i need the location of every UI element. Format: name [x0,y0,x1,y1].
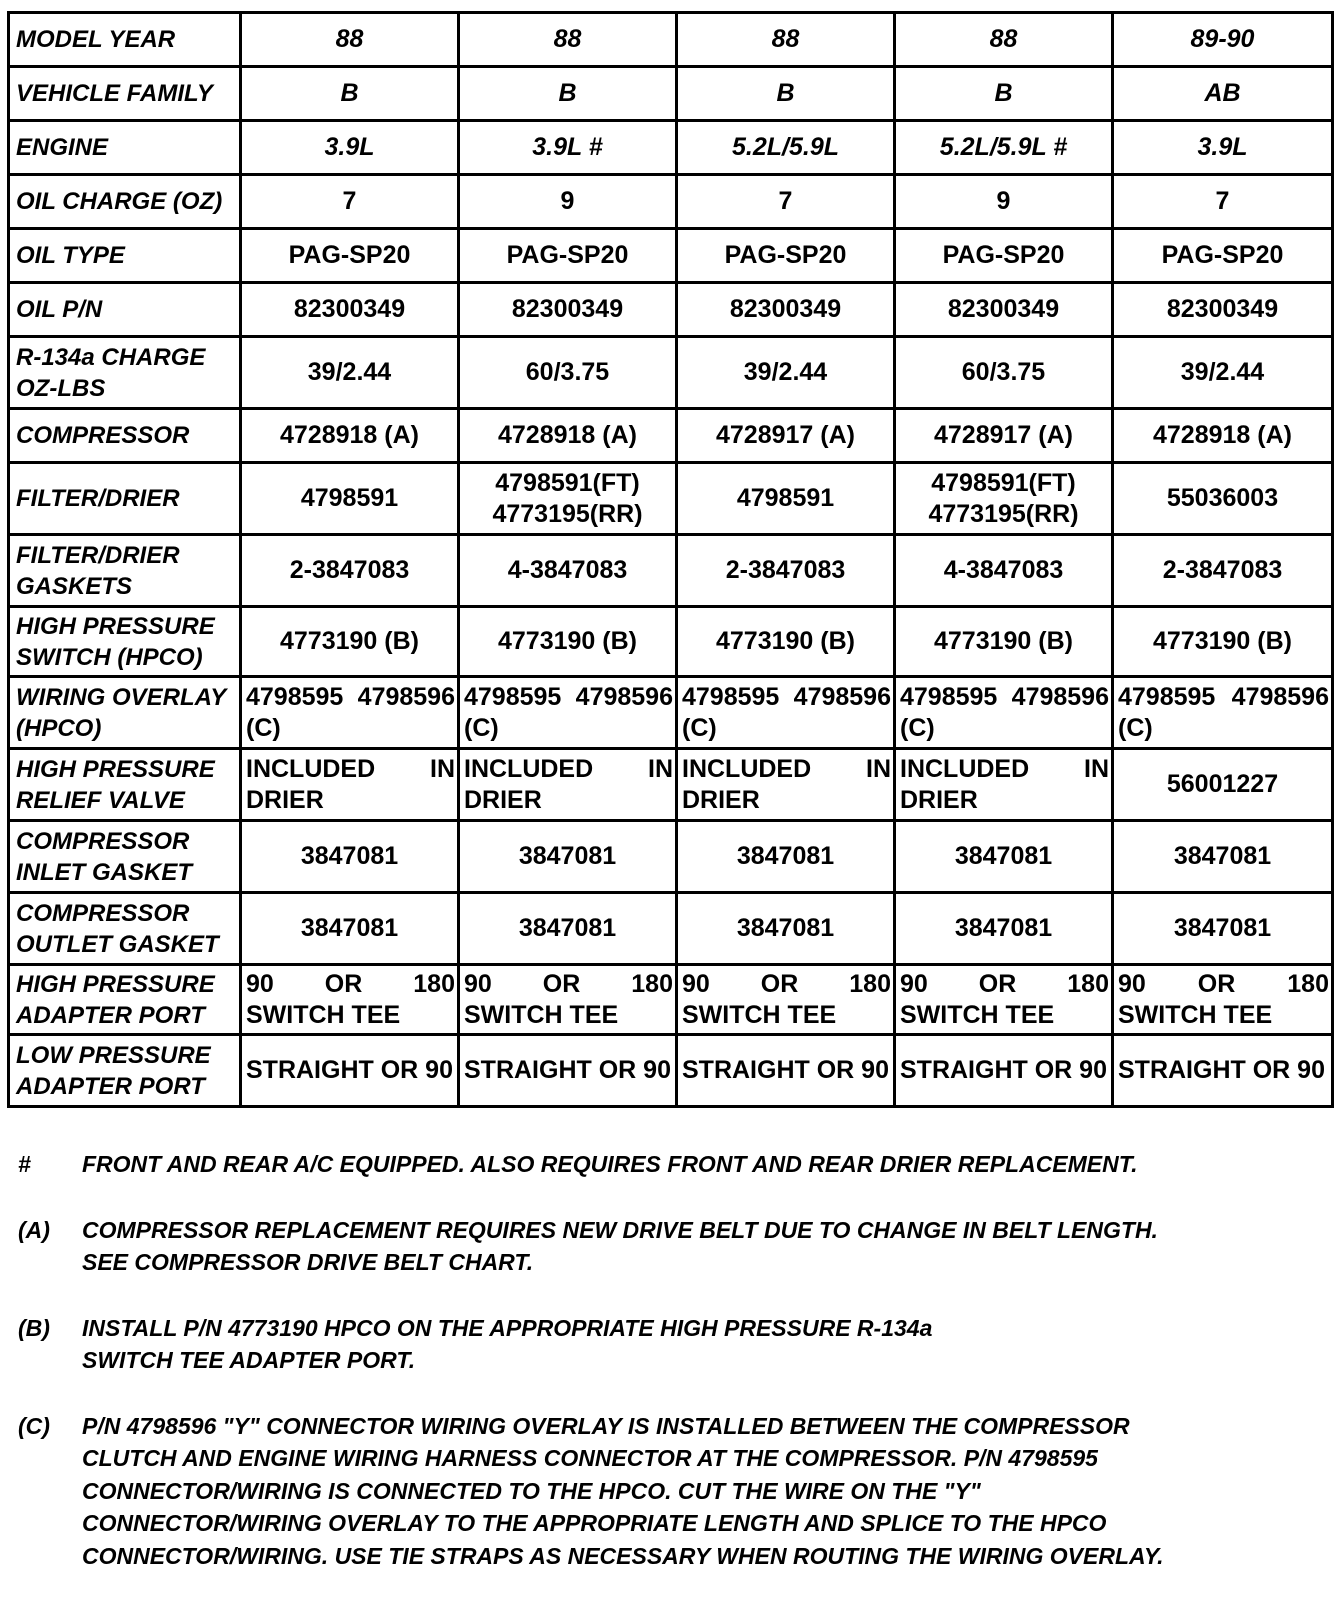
footnote-text: INSTALL P/N 4773190 HPCO ON THE APPROPRIATE HIGH PRESSURE R-134a SWITCH TEE ADAPTER PORT. [82,1314,933,1373]
footnotes [18,1148,1328,1605]
footnote [18,1410,1328,1573]
table-cell: AB [1113,67,1333,121]
table-cell: 3847081 [895,893,1113,965]
table-cell: 7 [1113,175,1333,229]
table-cell: PAG-SP20 [677,229,895,283]
table-cell: B [895,67,1113,121]
table-cell: 4728918 (A) [241,409,459,463]
table-row [9,893,1333,965]
table-cell: 4798591(FT) 4773195(RR) [895,463,1113,535]
table-cell: 5.2L/5.9L # [895,121,1113,175]
table-cell: 2-3847083 [1113,535,1333,607]
table-cell: 3847081 [1113,893,1333,965]
footnote-mark: (A) [18,1216,50,1243]
table-cell: 3.9L # [459,121,677,175]
table-cell: 55036003 [1113,463,1333,535]
table-row [9,1035,1333,1107]
table-cell: 3847081 [895,821,1113,893]
table-cell: 4728917 (A) [677,409,895,463]
table-cell: 7 [677,175,895,229]
table-row [9,13,1333,67]
parts-spec-table [7,11,1334,1108]
row-label: HIGH PRESSURE SWITCH (HPCO) [9,607,241,677]
table-row [9,337,1333,409]
table-row [9,749,1333,821]
table-cell: 3847081 [677,893,895,965]
footnote-mark: (C) [18,1412,50,1439]
table-cell: STRAIGHT OR 90 [241,1035,459,1107]
table-cell: 3847081 [459,821,677,893]
table-cell: B [241,67,459,121]
table-cell: 3847081 [241,821,459,893]
table-cell: 4798595 4798596 (C) [677,677,895,749]
row-label: R-134a CHARGE OZ-LBS [9,337,241,409]
table-row [9,175,1333,229]
table-cell: 2-3847083 [677,535,895,607]
table-cell: 3.9L [1113,121,1333,175]
table-row [9,463,1333,535]
row-label: COMPRESSOR INLET GASKET [9,821,241,893]
table-cell: INCLUDED IN DRIER [241,749,459,821]
row-label: VEHICLE FAMILY [9,67,241,121]
table-cell: PAG-SP20 [1113,229,1333,283]
row-label: LOW PRESSURE ADAPTER PORT [9,1035,241,1107]
table-cell: 4773190 (B) [459,607,677,677]
table-cell: 4-3847083 [459,535,677,607]
table-cell: INCLUDED IN DRIER [895,749,1113,821]
table-cell: 4798595 4798596 (C) [1113,677,1333,749]
table-cell: 4773190 (B) [241,607,459,677]
table-cell: 60/3.75 [459,337,677,409]
table-cell: 90 OR 180 SWITCH TEE [895,965,1113,1035]
footnote-mark: (B) [18,1314,50,1341]
table-row [9,965,1333,1035]
table-cell: 39/2.44 [241,337,459,409]
table-cell: 90 OR 180 SWITCH TEE [241,965,459,1035]
table-row [9,67,1333,121]
table-cell: B [677,67,895,121]
table-cell: 39/2.44 [677,337,895,409]
row-label: OIL CHARGE (OZ) [9,175,241,229]
table-row [9,677,1333,749]
row-label: HIGH PRESSURE RELIEF VALVE [9,749,241,821]
table-cell: 4728918 (A) [459,409,677,463]
table-cell: 88 [677,13,895,67]
table-cell: 3847081 [677,821,895,893]
table-row [9,283,1333,337]
table-cell: STRAIGHT OR 90 [459,1035,677,1107]
footnote [18,1148,1328,1181]
table-cell: INCLUDED IN DRIER [677,749,895,821]
table-row [9,409,1333,463]
table-cell: 82300349 [241,283,459,337]
table-cell: 88 [895,13,1113,67]
table-cell: 4798591 [241,463,459,535]
row-label: MODEL YEAR [9,13,241,67]
table-cell: PAG-SP20 [241,229,459,283]
table-cell: 88 [459,13,677,67]
table-row [9,121,1333,175]
table-cell: 4773190 (B) [1113,607,1333,677]
table-cell: 3847081 [1113,821,1333,893]
table-cell: 2-3847083 [241,535,459,607]
row-label: COMPRESSOR OUTLET GASKET [9,893,241,965]
table-cell: 39/2.44 [1113,337,1333,409]
table-cell: 4798595 4798596 (C) [459,677,677,749]
table-cell: 9 [459,175,677,229]
footnote-text: COMPRESSOR REPLACEMENT REQUIRES NEW DRIVE BELT DUE TO CHANGE IN BELT LENGTH. SEE COMPRESSOR DRIVE BELT CHART. [82,1216,1158,1275]
table-cell: 4773190 (B) [677,607,895,677]
table-cell: 4798595 4798596 (C) [895,677,1113,749]
table-cell: 3847081 [459,893,677,965]
footnote [18,1312,1328,1377]
table-row [9,535,1333,607]
table-cell: 60/3.75 [895,337,1113,409]
table-cell: 4728918 (A) [1113,409,1333,463]
table-cell: 56001227 [1113,749,1333,821]
row-label: WIRING OVERLAY (HPCO) [9,677,241,749]
table-cell: 90 OR 180 SWITCH TEE [459,965,677,1035]
table-cell: STRAIGHT OR 90 [677,1035,895,1107]
table-cell: 89-90 [1113,13,1333,67]
row-label: FILTER/DRIER GASKETS [9,535,241,607]
footnote-text: FRONT AND REAR A/C EQUIPPED. ALSO REQUIRES FRONT AND REAR DRIER REPLACEMENT. [82,1151,1138,1177]
table-cell: 7 [241,175,459,229]
row-label: OIL P/N [9,283,241,337]
table-cell: 90 OR 180 SWITCH TEE [1113,965,1333,1035]
table-cell: STRAIGHT OR 90 [1113,1035,1333,1107]
table-cell: 4773190 (B) [895,607,1113,677]
row-label: HIGH PRESSURE ADAPTER PORT [9,965,241,1035]
row-label: COMPRESSOR [9,409,241,463]
table-cell: 88 [241,13,459,67]
table-cell: 4728917 (A) [895,409,1113,463]
table-cell: 4798591 [677,463,895,535]
row-label: OIL TYPE [9,229,241,283]
footnote-text: P/N 4798596 "Y" CONNECTOR WIRING OVERLAY IS INSTALLED BETWEEN THE COMPRESSOR CLUTCH AND ENGINE WIRING HARNESS CONNECTOR AT THE COMPRESSOR. P/N 4798595 CONNECTOR/WIRING IS CONNECTED TO THE HPCO. CUT THE WIRE ON THE "Y" CONNECTOR/WIRING OVERLAY TO THE APPROPRIATE LENGTH AND SPLICE TO THE HPCO CONNECTOR/WIRING. USE TIE STRAPS AS NECESSARY WHEN ROUTING THE WIRING OVERLAY. [82,1412,1164,1569]
table-cell: PAG-SP20 [895,229,1113,283]
table-cell: 3847081 [241,893,459,965]
table-cell: PAG-SP20 [459,229,677,283]
table-cell: 9 [895,175,1113,229]
footnote [18,1214,1328,1279]
table-cell: B [459,67,677,121]
footnote-mark: # [18,1151,31,1177]
table-row [9,821,1333,893]
row-label: ENGINE [9,121,241,175]
table-cell: 3.9L [241,121,459,175]
table-cell: 82300349 [677,283,895,337]
table-row [9,229,1333,283]
table-cell: 4798595 4798596 (C) [241,677,459,749]
table-cell: 4798591(FT) 4773195(RR) [459,463,677,535]
table-cell: 5.2L/5.9L [677,121,895,175]
table-cell: 82300349 [459,283,677,337]
table-cell: 4-3847083 [895,535,1113,607]
row-label: FILTER/DRIER [9,463,241,535]
table-cell: INCLUDED IN DRIER [459,749,677,821]
table-row [9,607,1333,677]
table-cell: STRAIGHT OR 90 [895,1035,1113,1107]
table-cell: 82300349 [895,283,1113,337]
table-cell: 82300349 [1113,283,1333,337]
table-cell: 90 OR 180 SWITCH TEE [677,965,895,1035]
